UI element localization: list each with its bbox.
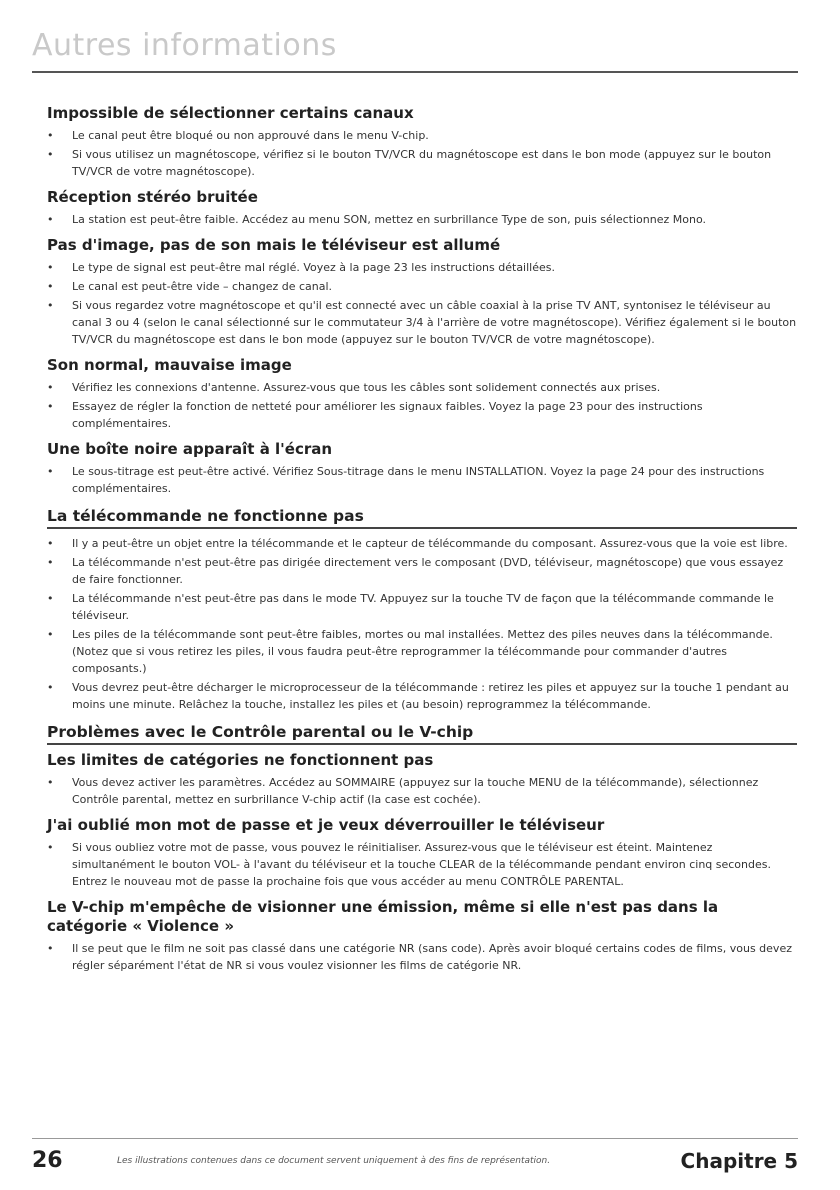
- list-item: • La station est peut-être faible. Accédez au menu SON, mettez en surbrillance Type de son, puis sélectionnez Mono.: [47, 211, 799, 228]
- bullet-list: [47, 463, 799, 497]
- content: [47, 104, 799, 976]
- list-item: • Essayez de régler la fonction de netteté pour améliorer les signaux faibles. Voyez la page 23 pour des instructions complémentaires.: [47, 398, 799, 432]
- section-heading: Une boîte noire apparaît à l'écran: [47, 440, 333, 458]
- section-canaux: [47, 104, 799, 180]
- section-controle-parental: [47, 723, 799, 974]
- list-item: • La télécommande n'est peut-être pas dirigée directement vers le composant (DVD, téléviseur, magnétoscope) que vous essayez de faire fonctionner.: [47, 554, 799, 588]
- chapter-label: Chapitre 5: [680, 1149, 798, 1173]
- section-heading: Réception stéréo bruitée: [47, 188, 258, 206]
- footer-note: Les illustrations contenues dans ce document servent uniquement à des fins de représentation.: [117, 1156, 551, 1166]
- section-heading: Son normal, mauvaise image: [47, 356, 292, 374]
- bullet-list: [47, 379, 799, 432]
- bullet-list: [47, 940, 799, 974]
- major-heading: La télécommande ne fonctionne pas: [47, 507, 797, 529]
- section-heading: Les limites de catégories ne fonctionnent pas: [47, 751, 434, 769]
- section-boite-noire: [47, 440, 799, 497]
- list-item: • Si vous utilisez un magnétoscope, vérifiez si le bouton TV/VCR du magnétoscope est dans le bon mode (appuyez sur le bouton TV/VCR de votre magnétoscope).: [47, 146, 799, 180]
- list-item: • Si vous regardez votre magnétoscope et qu'il est connecté avec un câble coaxial à la prise TV ANT, syntonisez le téléviseur au canal 3 ou 4 (selon le canal sélectionné sur le commutateur 3/4 à l'arrière de votre magnétoscope). Vérifiez également si le bouton TV/VCR du magnétoscope est dans le bon mode (appuyez sur le bouton TV/VCR de votre magnétoscope).: [47, 297, 799, 348]
- section-heading: Pas d'image, pas de son mais le téléviseur est allumé: [47, 236, 501, 254]
- major-heading: Problèmes avec le Contrôle parental ou le V-chip: [47, 723, 797, 745]
- bullet-list: [47, 839, 799, 890]
- title-divider: [32, 71, 798, 73]
- list-item: • Le type de signal est peut-être mal réglé. Voyez à la page 23 les instructions détaillées.: [47, 259, 799, 276]
- footer-divider: [32, 1138, 798, 1139]
- list-item: • Vérifiez les connexions d'antenne. Assurez-vous que tous les câbles sont solidement connectés aux prises.: [47, 379, 799, 396]
- list-item: • Si vous oubliez votre mot de passe, vous pouvez le réinitialiser. Assurez-vous que le téléviseur est éteint. Maintenez simultanément le bouton VOL- à l'avant du téléviseur et la touche CLEAR de la télécommande pendant environ cinq secondes. Entrez le nouveau mot de passe la prochaine fois que vous accéder au menu CONTRÔLE PARENTAL.: [47, 839, 799, 890]
- list-item: • Il y a peut-être un objet entre la télécommande et le capteur de télécommande du composant. Assurez-vous que la voie est libre.: [47, 535, 799, 552]
- section-heading: Impossible de sélectionner certains canaux: [47, 104, 414, 122]
- bullet-list: [47, 535, 799, 713]
- list-item: • Il se peut que le film ne soit pas classé dans une catégorie NR (sans code). Après avoir bloqué certains codes de films, vous devez régler séparément l'état de NR si vous voulez visionner les films de catégorie NR.: [47, 940, 799, 974]
- bullet-list: [47, 211, 799, 228]
- page-title: Autres informations: [32, 28, 337, 63]
- list-item: • Vous devez activer les paramètres. Accédez au SOMMAIRE (appuyez sur la touche MENU de la télécommande), sélectionnez Contrôle parental, mettez en surbrillance V-chip actif (la case est cochée).: [47, 774, 799, 808]
- list-item: • Les piles de la télécommande sont peut-être faibles, mortes ou mal installées. Mettez des piles neuves dans la télécommande. (Notez que si vous retirez les piles, il vous faudra peut-être reprogrammer la télécommande pour commander d'autres composants.): [47, 626, 799, 677]
- list-item: • Le canal est peut-être vide – changez de canal.: [47, 278, 799, 295]
- section-mauvaise-image: [47, 356, 799, 432]
- section-pas-image: [47, 236, 799, 348]
- list-item: • Vous devrez peut-être décharger le microprocesseur de la télécommande : retirez les piles et appuyez sur la touche 1 pendant au moins une minute. Relâchez la touche, installez les piles et (au besoin) reprogrammez la télécommande.: [47, 679, 799, 713]
- bullet-list: [47, 259, 799, 348]
- section-heading: Le V-chip m'empêche de visionner une émission, même si elle n'est pas dans la catégorie « Violence »: [47, 898, 719, 935]
- bullet-list: [47, 774, 799, 808]
- list-item: • La télécommande n'est peut-être pas dans le mode TV. Appuyez sur la touche TV de façon que la télécommande commande le téléviseur.: [47, 590, 799, 624]
- list-item: • Le canal peut être bloqué ou non approuvé dans le menu V-chip.: [47, 127, 799, 144]
- list-item: • Le sous-titrage est peut-être activé. Vérifiez Sous-titrage dans le menu INSTALLATION. Voyez la page 24 pour des instructions complémentaires.: [47, 463, 799, 497]
- bullet-list: [47, 127, 799, 180]
- section-heading: J'ai oublié mon mot de passe et je veux déverrouiller le téléviseur: [47, 816, 605, 834]
- page-number: 26: [32, 1148, 63, 1173]
- section-telecommande: [47, 507, 799, 713]
- section-stereo: [47, 188, 799, 228]
